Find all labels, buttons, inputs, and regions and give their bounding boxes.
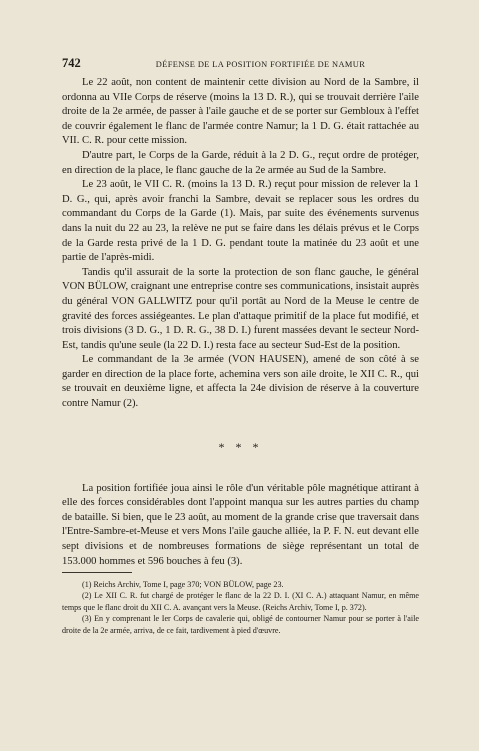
page-header [62,56,419,71]
footnote-2: (2) Le XII C. R. fut chargé de protéger le flanc de la 22 D. I. (XI C. A.) attaquant Namur, en même temps que le flanc droit du XII C. A. avançant vers la Meuse. (Reichs Archiv, Tome I, p. 372). [62,591,419,612]
footnote-rule [62,572,132,573]
paragraph-3: Le 23 août, le VII C. R. (moins la 13 D. R.) reçut pour mission de relever la 1 D. G., qui, après avoir franchi la Sambre, devait se replacer sous les ordres du commandant du Corps de la Garde (1). Mais, par suite des événements survenus dans la nuit du 22 au 23, la relève ne put se faire dans les délais prévus et le Corps de la Garde resta privé de la 1 D. G. pendant toute la matinée du 23 août et une partie de l'après-midi. [62,179,419,264]
footnotes [62,572,419,636]
paragraph-2: D'autre part, le Corps de la Garde, réduit à la 2 D. G., reçut ordre de protéger, en direction de la place, le flanc gauche de la 2e armée au Sud de la Sambre. [62,149,419,176]
paragraph-6: La position fortifiée joua ainsi le rôle d'un véritable pôle magnétique attirant à elle des forces considérables dont l'appoint manqua sur les autres parties du champ de bataille. Si bien, que le 23 août, au moment de la grande crise que traversait dans l'Entre-Sambre-et-Meuse et vers Mons l'aile gauche alliée, la P. F. N. eut devant elle sept divisions et de nombreuses formations de siège représentant un total de 153.000 hommes et 596 bouches à feu (3). [62,482,419,567]
paragraph-4: Tandis qu'il assurait de la sorte la protection de son flanc gauche, le général VON BÜLOW, craignant une entreprise contre ses communications, insistait auprès du général VON GALLWITZ pour qu'il portât au Nord de la Meuse le centre de gravité des forces assiégeantes. Le plan d'attaque primitif de la place fut modifié, et trois divisions (3 D. G., 1 D. R. G., 38 D. I.) furent massées devant le secteur Nord-Est, tandis qu'une seule (la 22 D. I.) resta face au secteur Sud-Est de la position. [62,266,419,351]
page-number: 742 [62,56,81,70]
footnote-3: (3) En y comprenant le Ier Corps de cavalerie qui, obligé de contourner Namur pour se porter à l'aile droite de la 2e armée, arriva, de ce fait, tardivement à pied d'œuvre. [62,614,419,635]
paragraph-5: Le commandant de la 3e armée (VON HAUSEN), amené de son côté à se garder en direction de la place forte, achemina vers son aile droite, le XII C. R., qui se trouvait en deuxième ligne, et affecta la 24e division de réserve à la couverture contre Namur (2). [62,354,419,410]
running-title: DÉFENSE DE LA POSITION FORTIFIÉE DE NAMUR [155,60,366,69]
section-separator: * * * [218,439,263,454]
body-text [62,76,419,569]
footnote-1: (1) Reichs Archiv, Tome I, page 370; VON BÜLOW, page 23. [82,580,284,589]
paragraph-1: Le 22 août, non content de maintenir cette division au Nord de la Sambre, il ordonna au VIIe Corps de réserve (moins la 13 D. R.), qui se trouvait derrière l'aile droite de la 2e armée, de passer à l'aile gauche et de se porter sur Gembloux à l'effet de couvrir également le flanc de l'armée contre Namur; la 1 D. G. était rattachée au VII. C. R. pour cette mission. [62,77,419,147]
